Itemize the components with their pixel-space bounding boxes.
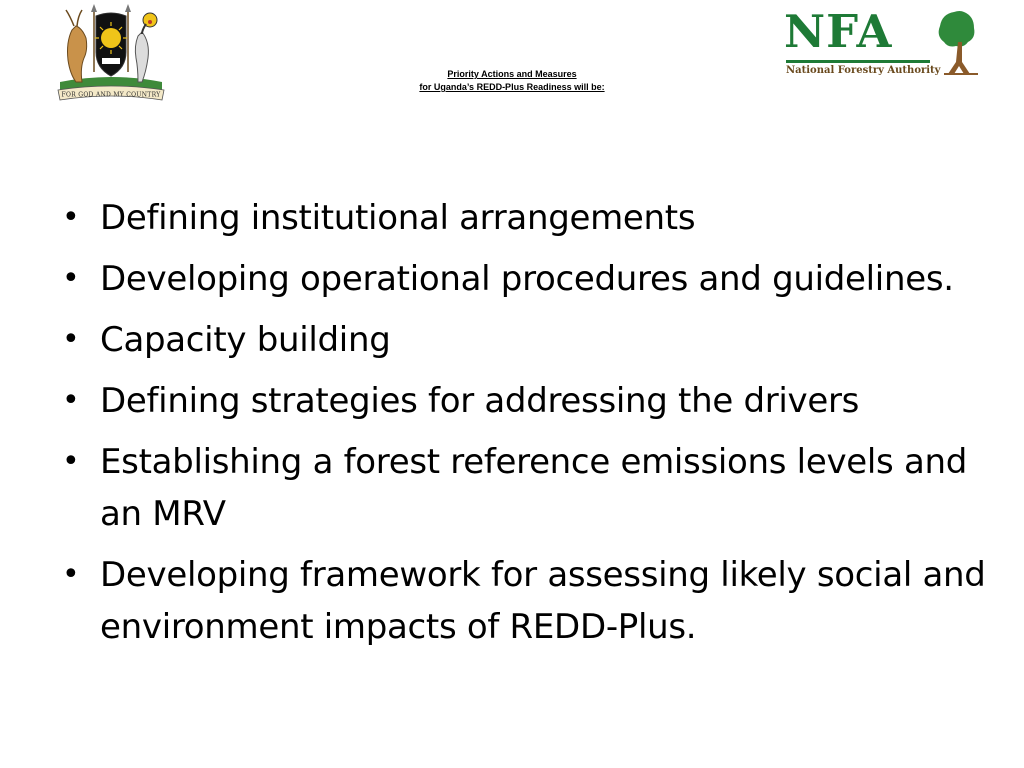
slide-title — [312, 68, 712, 94]
nfa-tree-icon — [934, 8, 986, 78]
motto-text: FOR GOD AND MY COUNTRY — [61, 91, 161, 99]
bullet-dot: • — [62, 557, 80, 592]
bullet-text: Developing operational procedures and guidelines. — [100, 259, 954, 299]
nfa-logo — [784, 6, 988, 80]
bullet-text: Capacity building — [100, 320, 391, 360]
bullet-dot: • — [62, 383, 80, 418]
bullet-list — [60, 192, 990, 662]
slide-title-line-2: for Uganda’s REDD-Plus Readiness will be: — [419, 82, 605, 92]
nfa-logo-bar — [786, 60, 930, 63]
bullet-dot: • — [62, 444, 80, 479]
bullet-item — [60, 375, 990, 427]
nfa-logo-subtitle: National Forestry Authority — [786, 65, 941, 76]
bullet-dot: • — [62, 200, 80, 235]
bullet-text: Establishing a forest reference emissions levels and an MRV — [100, 442, 968, 534]
bullet-dot: • — [62, 322, 80, 357]
bullet-item — [60, 192, 990, 244]
slide-title-line-1: Priority Actions and Measures — [447, 69, 577, 79]
nfa-logo-text: NFA — [784, 5, 893, 58]
bullet-item — [60, 549, 990, 653]
bullet-text: Developing framework for assessing likely social and environment impacts of REDD-Plus. — [100, 555, 986, 647]
bullet-item — [60, 314, 990, 366]
bullet-item — [60, 253, 990, 305]
coat-of-arms-icon — [50, 2, 172, 104]
bullet-text: Defining institutional arrangements — [100, 198, 696, 238]
bullet-item — [60, 436, 990, 540]
bullet-dot: • — [62, 261, 80, 296]
bullet-text: Defining strategies for addressing the drivers — [100, 381, 860, 421]
